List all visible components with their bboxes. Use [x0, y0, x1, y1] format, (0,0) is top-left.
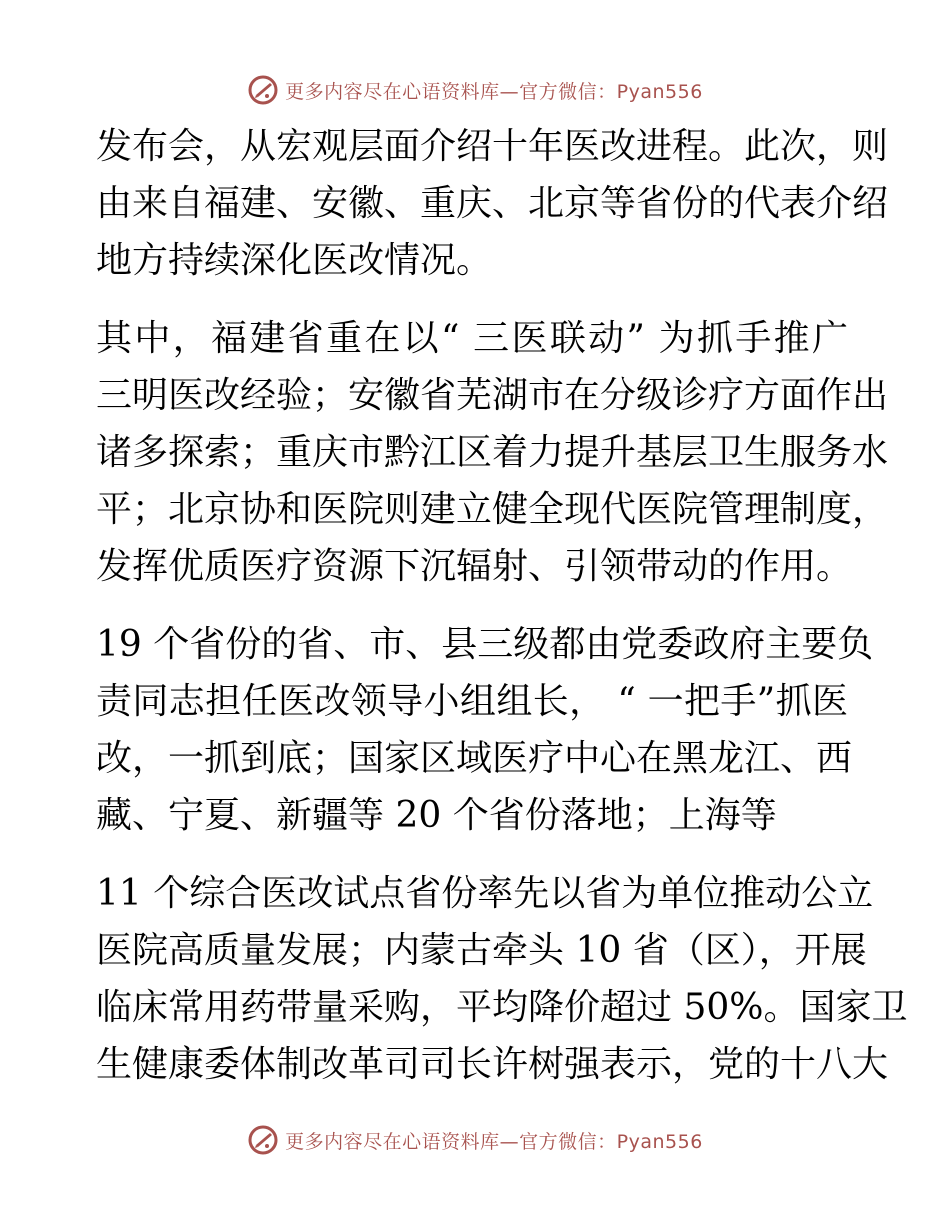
paragraph-2 — [96, 310, 889, 595]
text-line: 生健康委体制改革司司长许树强表示，党的十八大 — [96, 1044, 889, 1085]
quill-book-logo-icon — [247, 74, 279, 106]
text-line: 其中，福建省重在以“ 三医联动” 为抓手推广 — [96, 318, 848, 359]
text-line: 改，一抓到底；国家区域医疗中心在黑龙江、西 — [96, 738, 853, 779]
paragraph-3 — [96, 616, 874, 844]
paragraph-1 — [96, 118, 889, 289]
header-banner — [0, 70, 950, 110]
text-line: 三明医改经验；安徽省芜湖市在分级诊疗方面作出 — [96, 375, 889, 416]
text-line: 地方持续深化医改情况。 — [96, 240, 493, 281]
document-body — [96, 118, 908, 1114]
banner-text: 更多内容尽在心语资料库—官方微信：Pyan556 — [285, 1130, 703, 1153]
text-line: 责同志担任医改领导小组组长， “ 一把手”抓医 — [96, 681, 848, 722]
text-line: 11 个综合医改试点省份率先以省为单位推动公立 — [96, 873, 874, 914]
text-line: 藏、宁夏、新疆等 20 个省份落地；上海等 — [96, 795, 777, 836]
text-line: 19 个省份的省、市、县三级都由党委政府主要负 — [96, 624, 874, 665]
quill-book-logo-icon — [247, 1124, 279, 1156]
text-line: 诸多探索；重庆市黔江区着力提升基层卫生服务水 — [96, 432, 889, 473]
text-line: 临床常用药带量采购，平均降价超过 50%。国家卫 — [96, 987, 908, 1028]
banner-text: 更多内容尽在心语资料库—官方微信：Pyan556 — [285, 80, 703, 103]
text-line: 医院高质量发展；内蒙古牵头 10 省（区），开展 — [96, 930, 867, 971]
text-line: 发布会，从宏观层面介绍十年医改进程。此次，则 — [96, 126, 889, 167]
text-line: 平；北京协和医院则建立健全现代医院管理制度， — [96, 489, 889, 530]
paragraph-4 — [96, 865, 908, 1093]
text-line: 由来自福建、安徽、重庆、北京等省份的代表介绍 — [96, 183, 889, 224]
text-line: 发挥优质医疗资源下沉辐射、引领带动的作用。 — [96, 546, 853, 587]
footer-banner — [0, 1120, 950, 1160]
